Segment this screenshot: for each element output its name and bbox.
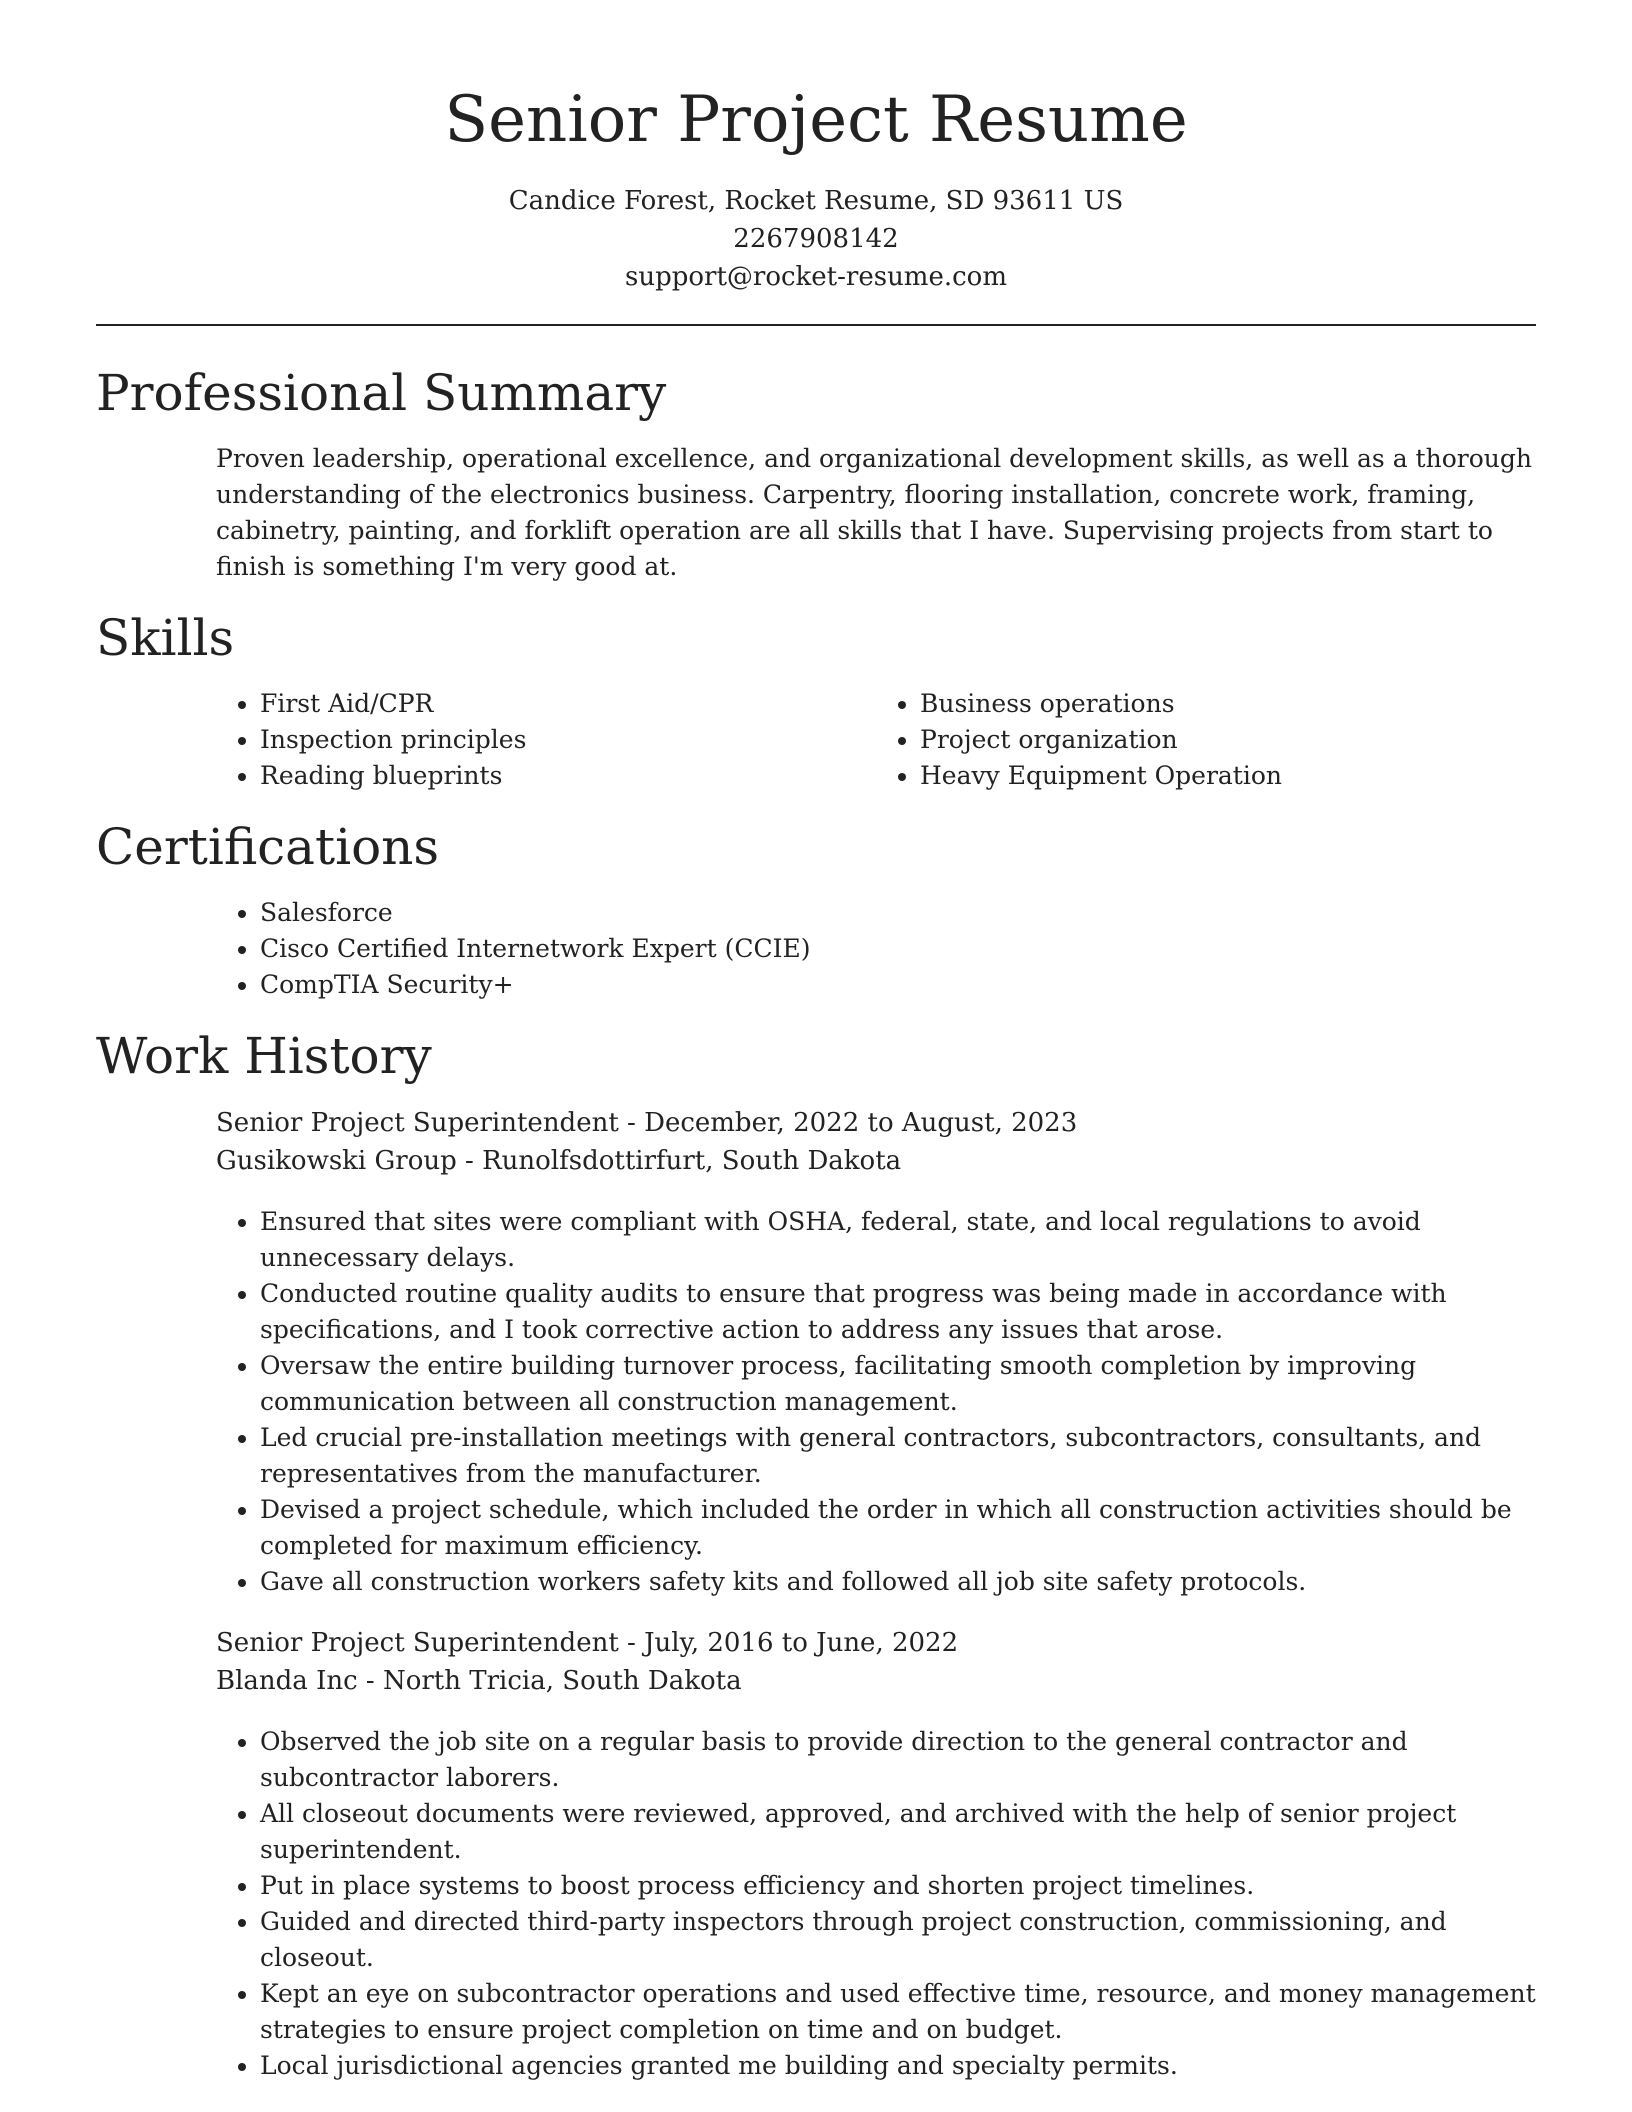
job-company: Gusikowski Group - Runolfsdottirfurt, South Dakota	[216, 1145, 902, 1176]
job-bullets	[216, 1204, 1536, 1600]
job-bullet: • Gave all construction workers safety kits and followed all job site safety protocols.	[260, 1564, 1536, 1600]
skill-item: • Business operations	[920, 686, 1536, 722]
skills-section	[96, 608, 1536, 794]
job-role: Senior Project Superintendent - December, 2022 to August, 2023	[216, 1107, 1078, 1138]
job-bullet: • Guided and directed third-party inspectors through project construction, commissioning, and closeout.	[260, 1904, 1536, 1976]
skill-item: • Project organization	[920, 722, 1536, 758]
job-bullet: • Kept an eye on subcontractor operations and used effective time, resource, and money management strategies to ensure project completion on time and on budget.	[260, 1976, 1536, 2048]
job-bullet: • Conducted routine quality audits to ensure that progress was being made in accordance with specifications, and I took corrective action to address any issues that arose.	[260, 1276, 1536, 1348]
summary-heading: Professional Summary	[96, 363, 667, 422]
summary-section	[96, 363, 1536, 585]
header-divider	[96, 324, 1536, 326]
skills-heading: Skills	[96, 608, 235, 667]
job-bullet: • Devised a project schedule, which included the order in which all construction activities should be completed for maximum efficiency.	[260, 1492, 1536, 1564]
skills-list-left	[216, 686, 876, 794]
job-bullet: • Oversaw the entire building turnover process, facilitating smooth completion by improving communication between all construction management.	[260, 1348, 1536, 1420]
job-bullet: • All closeout documents were reviewed, approved, and archived with the help of senior project superintendent.	[260, 1796, 1536, 1868]
job-entry	[216, 1624, 1536, 1700]
certification-item: • CompTIA Security+	[260, 967, 1536, 1003]
job-bullet: • Led crucial pre-installation meetings with general contractors, subcontractors, consultants, and representatives from the manufacturer.	[260, 1420, 1536, 1492]
skill-item: • First Aid/CPR	[260, 686, 876, 722]
skill-item: • Inspection principles	[260, 722, 876, 758]
contact-phone: 2267908142	[733, 223, 899, 254]
resume-header	[96, 84, 1536, 296]
resume-title: Senior Project Resume	[444, 83, 1188, 157]
skill-item: • Heavy Equipment Operation	[920, 758, 1536, 794]
summary-text: Proven leadership, operational excellence, and organizational development skills, as well as a thorough understanding of the electronics business. Carpentry, flooring installation, concrete work, framing, cabinetry, painting, and forklift operation are all skills that I have. Supervising projects from start to finish is something I'm very good at.	[216, 443, 1532, 581]
job-bullet: • Ensured that sites were compliant with OSHA, federal, state, and local regulations to avoid unnecessary delays.	[260, 1204, 1536, 1276]
skill-item: • Reading blueprints	[260, 758, 876, 794]
certifications-list-wrap	[216, 895, 1536, 1003]
skills-list-right	[876, 686, 1536, 794]
certifications-list	[216, 895, 1536, 1003]
job-role: Senior Project Superintendent - July, 2016 to June, 2022	[216, 1627, 959, 1658]
certification-item: • Salesforce	[260, 895, 1536, 931]
job-bullet: • Put in place systems to boost process efficiency and shorten project timelines.	[260, 1868, 1536, 1904]
work-history-section	[96, 1026, 1536, 2084]
job-bullets	[216, 1724, 1536, 2084]
skills-grid	[216, 686, 1536, 794]
job-bullet: • Observed the job site on a regular basis to provide direction to the general contractor and subcontractor laborers.	[260, 1724, 1536, 1796]
work-history-heading: Work History	[96, 1026, 432, 1085]
job-bullet: • Local jurisdictional agencies granted me building and specialty permits.	[260, 2048, 1536, 2084]
certifications-section	[96, 817, 1536, 1003]
job-company: Blanda Inc - North Tricia, South Dakota	[216, 1665, 742, 1696]
job-entry	[216, 1104, 1536, 1180]
contact-email: support@rocket-resume.com	[624, 261, 1007, 292]
contact-address: Candice Forest, Rocket Resume, SD 93611 US	[508, 185, 1124, 216]
certifications-heading: Certifications	[96, 817, 440, 876]
certification-item: • Cisco Certified Internetwork Expert (CCIE)	[260, 931, 1536, 967]
